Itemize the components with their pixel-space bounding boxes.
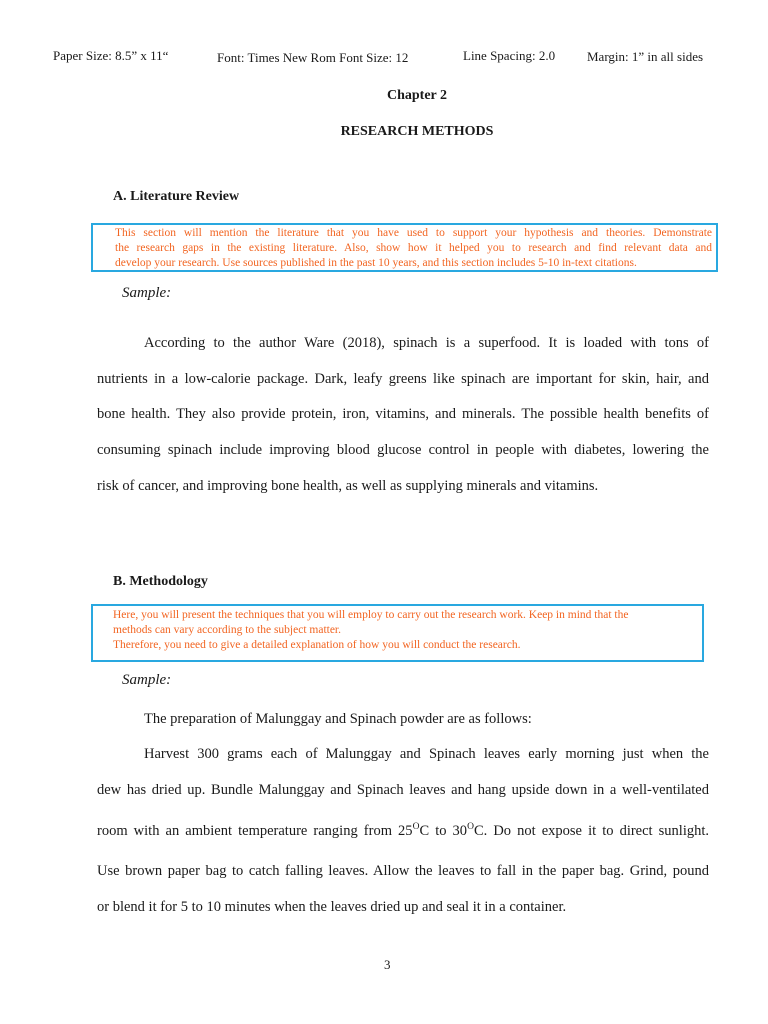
paper-size-note: Paper Size: 8.5” x 11“ (53, 48, 169, 63)
instruction-line: methods can vary according to the subject matter. (113, 624, 342, 636)
instruction-line: Here, you will present the techniques that you will employ to carry out the research work. Keep in mind that the (113, 609, 629, 621)
body-text-line: dew has dried up. Bundle Malunggay and Spinach leaves and hang upside down in a well-ventilated (97, 782, 709, 798)
instruction-line: This section will mention the literature that you have used to support your hypothesis and theories. Demonstrate (115, 227, 712, 239)
methodology-heading: B. Methodology (113, 574, 208, 589)
literature-review-instruction-box (91, 223, 718, 272)
body-text-line: According to the author Ware (2018), spinach is a superfood. It is loaded with tons of (144, 335, 709, 351)
page-title: RESEARCH METHODS (340, 124, 494, 139)
instruction-line: Therefore, you need to give a detailed explanation of how you will conduct the research. (113, 639, 521, 651)
body-text-line: Harvest 300 grams each of Malunggay and Spinach leaves early morning just when the (144, 746, 709, 762)
literature-review-heading: A. Literature Review (113, 189, 240, 204)
page-number: 3 (384, 957, 391, 972)
line-spacing-note: Line Spacing: 2.0 (463, 48, 556, 63)
body-text-line: The preparation of Malunggay and Spinach powder are as follows: (144, 711, 532, 727)
instruction-line: the research gaps in the existing literature. Also, show how it helped you to research and find relevant data and (115, 242, 712, 254)
temperature-text-line (97, 823, 709, 840)
body-text-line: bone health. They also provide protein, iron, vitamins, and minerals. The possible health benefits of (97, 406, 709, 422)
body-text-line: nutrients in a low-calorie package. Dark, leafy greens like spinach are important for skin, hair, and (97, 371, 709, 387)
body-text-line: or blend it for 5 to 10 minutes when the leaves dried up and seal it in a container. (97, 899, 567, 915)
temp-text-before: room with an ambient temperature ranging from 25 (97, 823, 413, 839)
chapter-heading: Chapter 2 (386, 88, 448, 103)
temp-text-after: C. Do not expose it to direct sunlight. (473, 823, 710, 839)
degree-symbol: O (412, 822, 420, 832)
font-note: Font: Times New Rom Font Size: 12 (217, 50, 409, 65)
margin-note: Margin: 1” in all sides (587, 49, 704, 64)
body-text-line: consuming spinach include improving blood glucose control in people with diabetes, lowering the (97, 442, 709, 458)
sample-label: Sample: (122, 672, 172, 688)
temp-text-middle: C to 30 (419, 823, 468, 839)
instruction-line: develop your research. Use sources published in the past 10 years, and this section includes 5-10 in-text citations. (115, 257, 637, 269)
sample-label: Sample: (122, 285, 172, 301)
body-text-line: Use brown paper bag to catch falling leaves. Allow the leaves to fall in the paper bag. Grind, pound (97, 863, 709, 879)
methodology-instruction-box (91, 604, 704, 662)
degree-symbol: O (467, 822, 474, 832)
body-text-line: risk of cancer, and improving bone health, as well as supplying minerals and vitamins. (97, 478, 599, 494)
